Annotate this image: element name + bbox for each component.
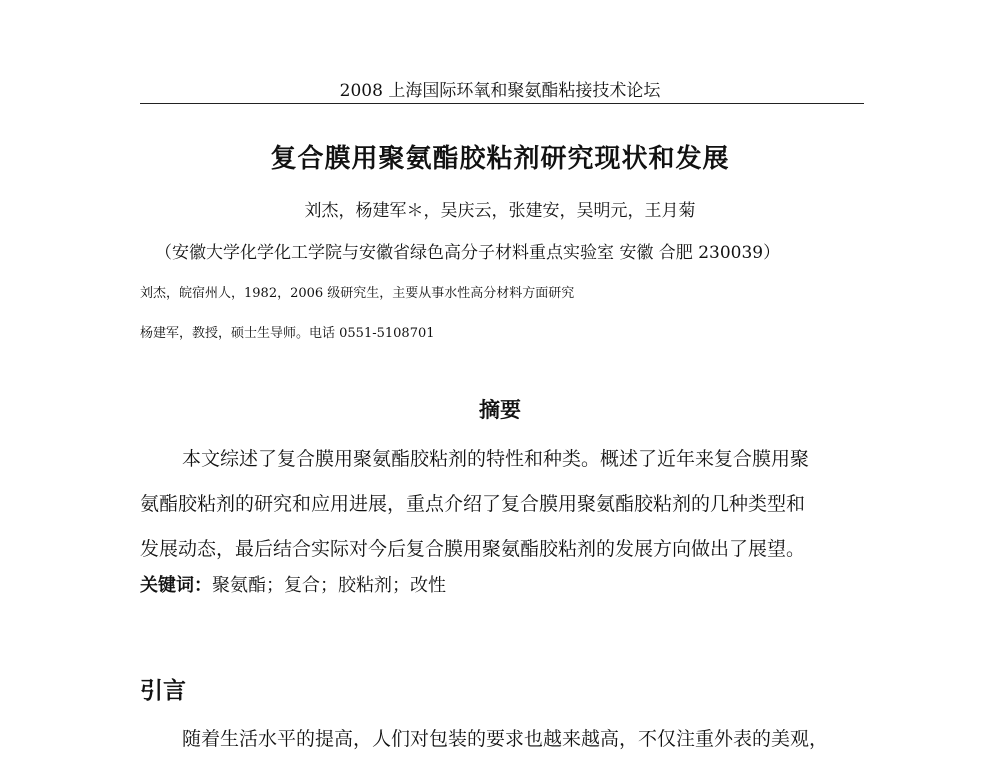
affiliation: （安徽大学化学化工学院与安徽省绿色高分子材料重点实验室 安徽 合肥 230039） xyxy=(155,243,781,263)
header-rule xyxy=(140,103,864,104)
running-header: 2008 上海国际环氧和聚氨酯粘接技术论坛 xyxy=(339,81,661,101)
author-list: 刘杰，杨建军＊，吴庆云，张建安，吴明元，王月菊 xyxy=(304,201,696,221)
keywords xyxy=(140,571,446,597)
intro-heading: 引言 xyxy=(140,677,186,704)
keywords-label: 关键词： xyxy=(140,575,212,596)
abstract-heading: 摘要 xyxy=(479,397,521,422)
author-bio: 杨建军，教授，硕士生导师。电话 0551-5108701 xyxy=(140,326,435,341)
abstract-line: 发展动态，最后结合实际对今后复合膜用聚氨酯胶粘剂的发展方向做出了展望。 xyxy=(140,538,806,560)
abstract-line: 本文综述了复合膜用聚氨酯胶粘剂的特性和种类。概述了近年来复合膜用聚 xyxy=(182,448,810,470)
abstract-line: 氨酯胶粘剂的研究和应用进展，重点介绍了复合膜用聚氨酯胶粘剂的几种类型和 xyxy=(140,493,806,515)
paper-title: 复合膜用聚氨酯胶粘剂研究现状和发展 xyxy=(270,144,730,174)
intro-line: 随着生活水平的提高，人们对包装的要求也越来越高，不仅注重外表的美观， xyxy=(182,728,829,750)
keywords-text: 聚氨酯；复合；胶粘剂；改性 xyxy=(212,575,446,596)
author-bio: 刘杰，皖宿州人，1982，2006 级研究生，主要从事水性高分材料方面研究 xyxy=(140,286,575,301)
